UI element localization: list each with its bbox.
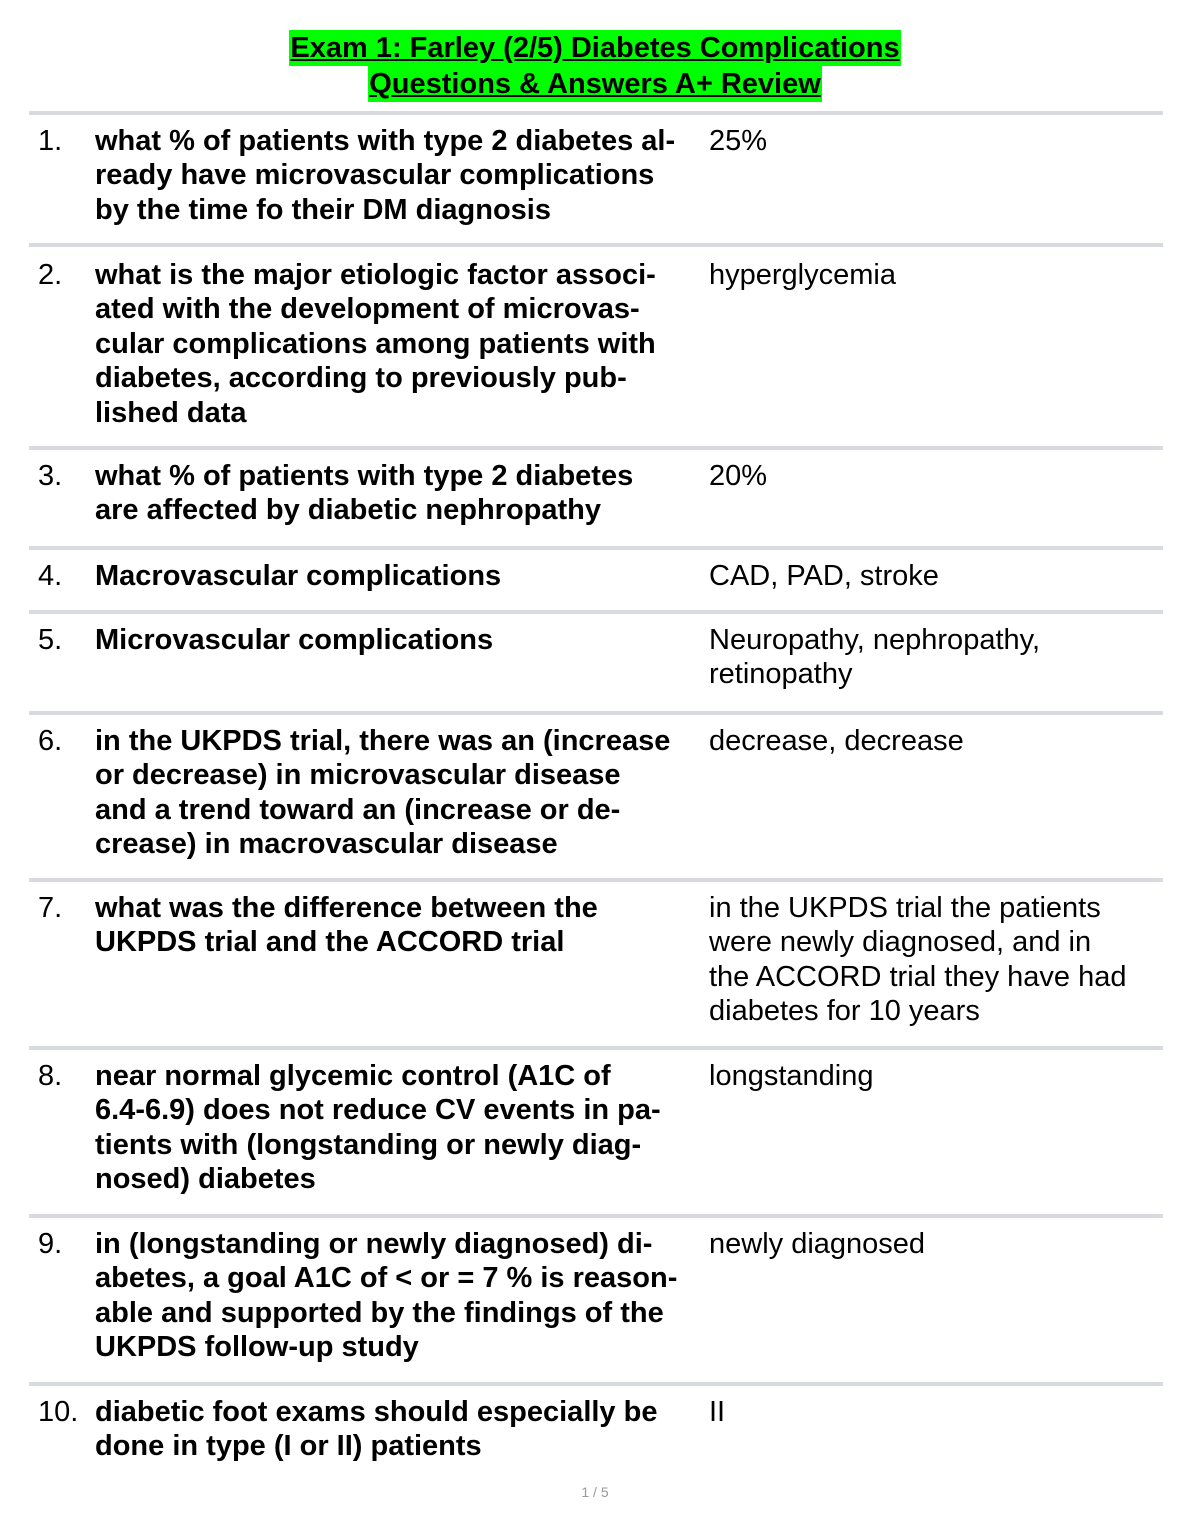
item-number: 5. bbox=[38, 624, 63, 656]
answer-text: 25% bbox=[709, 125, 768, 157]
answer-text: longstanding bbox=[709, 1060, 874, 1092]
answer-text: CAD, PAD, stroke bbox=[709, 560, 939, 592]
row-divider bbox=[29, 111, 1163, 115]
row-divider bbox=[29, 1046, 1163, 1050]
question-text: in (longstanding or newly diagnosed) di- abetes, a goal A1C of < or = 7 % is reason- able and supported by the findings of the UKPDS follow-up study bbox=[95, 1228, 678, 1364]
answer-text: newly diagnosed bbox=[709, 1228, 926, 1260]
document-title bbox=[0, 30, 1190, 102]
item-number: 9. bbox=[38, 1228, 63, 1260]
title-line-1: Exam 1: Farley (2/5) Diabetes Complications bbox=[290, 32, 900, 64]
answer-text: 20% bbox=[709, 460, 768, 492]
row-divider bbox=[29, 1382, 1163, 1386]
answer-text: in the UKPDS trial the patients were newly diagnosed, and in the ACCORD trial they have had diabetes for 10 years bbox=[709, 892, 1127, 1028]
question-text: Macrovascular complications bbox=[95, 560, 502, 592]
item-number: 6. bbox=[38, 725, 63, 757]
item-number: 10. bbox=[38, 1396, 79, 1428]
question-text: diabetic foot exams should especially be done in type (I or II) patients bbox=[95, 1396, 658, 1463]
row-divider bbox=[29, 1214, 1163, 1218]
row-divider bbox=[29, 711, 1163, 715]
question-text: what % of patients with type 2 diabetes al- ready have microvascular complications by the time fo their DM diagnosis bbox=[95, 125, 676, 226]
answer-text: Neuropathy, nephropathy, retinopathy bbox=[709, 624, 1041, 691]
question-text: what was the difference between the UKPDS trial and the ACCORD trial bbox=[95, 892, 598, 959]
item-number: 8. bbox=[38, 1060, 63, 1092]
row-divider bbox=[29, 243, 1163, 247]
question-text: near normal glycemic control (A1C of 6.4-6.9) does not reduce CV events in pa- tients with (longstanding or newly diag- nosed) diabetes bbox=[95, 1060, 661, 1196]
row-divider bbox=[29, 878, 1163, 882]
row-divider bbox=[29, 446, 1163, 450]
question-text: what % of patients with type 2 diabetes are affected by diabetic nephropathy bbox=[95, 460, 634, 527]
title-line-2: Questions & Answers A+ Review bbox=[369, 68, 821, 100]
item-number: 4. bbox=[38, 560, 63, 592]
answer-text: hyperglycemia bbox=[709, 259, 896, 291]
item-number: 3. bbox=[38, 460, 63, 492]
question-text: in the UKPDS trial, there was an (increase or decrease) in microvascular disease and a trend toward an (increase or de- crease) in macrovascular disease bbox=[95, 725, 671, 861]
item-number: 2. bbox=[38, 259, 63, 291]
question-text: Microvascular complications bbox=[95, 624, 494, 656]
item-number: 7. bbox=[38, 892, 63, 924]
item-number: 1. bbox=[38, 125, 63, 157]
page-number: 1 / 5 bbox=[581, 1484, 609, 1500]
row-divider bbox=[29, 610, 1163, 614]
row-divider bbox=[29, 546, 1163, 550]
question-text: what is the major etiologic factor associ- ated with the development of microvas- cular complications among patients with diabetes, according to previously pub- lished data bbox=[95, 259, 656, 429]
answer-text: II bbox=[709, 1396, 726, 1428]
answer-text: decrease, decrease bbox=[709, 725, 964, 757]
